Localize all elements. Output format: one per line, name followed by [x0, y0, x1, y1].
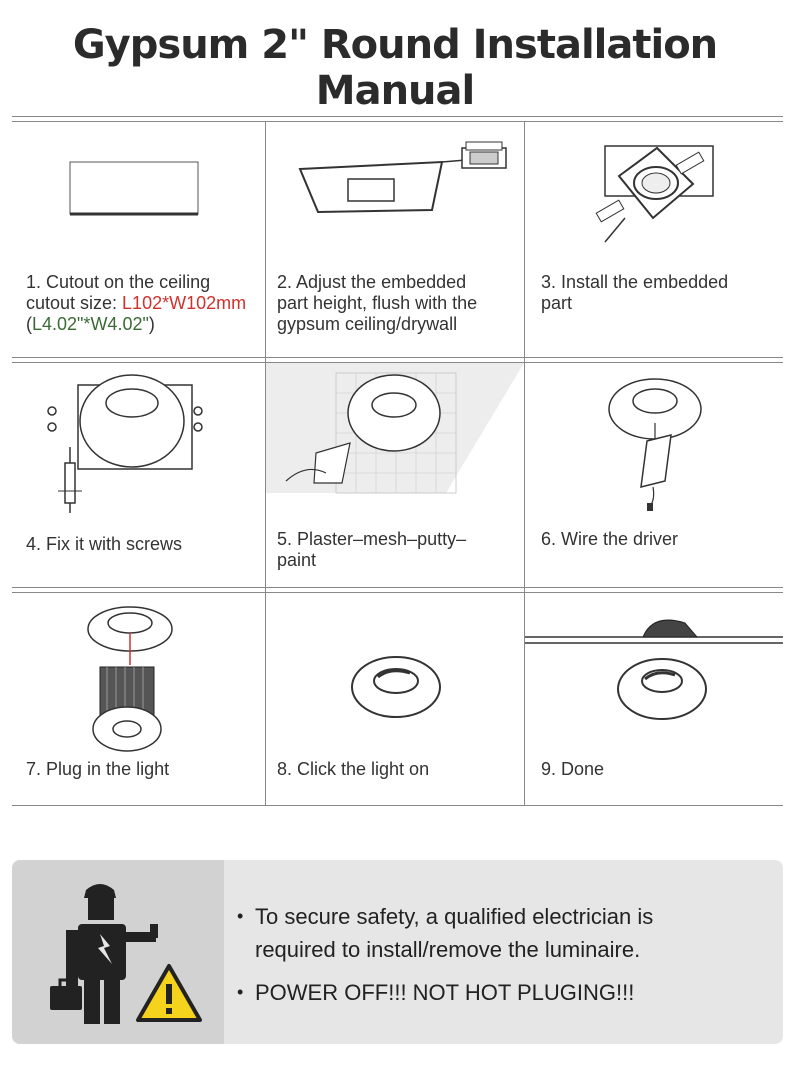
safety-notice: [12, 860, 783, 1044]
step-3: [525, 122, 783, 357]
step-4: [12, 363, 265, 587]
step-5-caption: 5. Plaster–mesh–putty– paint: [277, 529, 467, 570]
safety-bullet: • To secure safety, a qualified electrician is required to install/remove the luminaire.: [237, 900, 767, 966]
step-3-caption: 3. Install the embedded part: [541, 272, 729, 313]
wire-driver-illustration: [525, 363, 783, 587]
safety-bullets: [237, 900, 767, 1019]
step-8: [266, 593, 524, 805]
safety-bullet: • POWER OFF!!! NOT HOT PLUGING!!!: [237, 976, 767, 1009]
cutout-size-mm: L102*W102mm: [122, 293, 247, 313]
safety-icon-panel: [12, 860, 224, 1044]
warning-triangle-icon: [134, 962, 204, 1024]
step-9-caption: 9. Done: [541, 759, 605, 779]
step-9: [525, 593, 783, 805]
page-title: Gypsum 2" Round Installation Manual: [72, 22, 718, 114]
cutout-size-in: L4.02"*W4.02": [32, 314, 149, 334]
step-8-caption: 8. Click the light on: [277, 759, 430, 779]
step-2: [266, 122, 524, 357]
step-6: [525, 363, 783, 587]
step-6-caption: 6. Wire the driver: [541, 529, 679, 549]
step-7-caption: 7. Plug in the light: [26, 759, 170, 779]
step-1: [12, 122, 265, 357]
steps-grid: [12, 116, 783, 806]
step-4-caption: 4. Fix it with screws: [26, 534, 183, 554]
step-1-caption: 1. Cutout on the ceiling cutout size: L102*W102mm (L4.02"*W4.02"): [26, 272, 247, 334]
install-embedded-part-illustration: [525, 122, 783, 357]
step-2-caption: 2. Adjust the embedded part height, flush with the gypsum ceiling/drywall: [277, 272, 478, 334]
step-5: [266, 363, 524, 587]
step-7: [12, 593, 265, 805]
divider: [12, 805, 783, 806]
